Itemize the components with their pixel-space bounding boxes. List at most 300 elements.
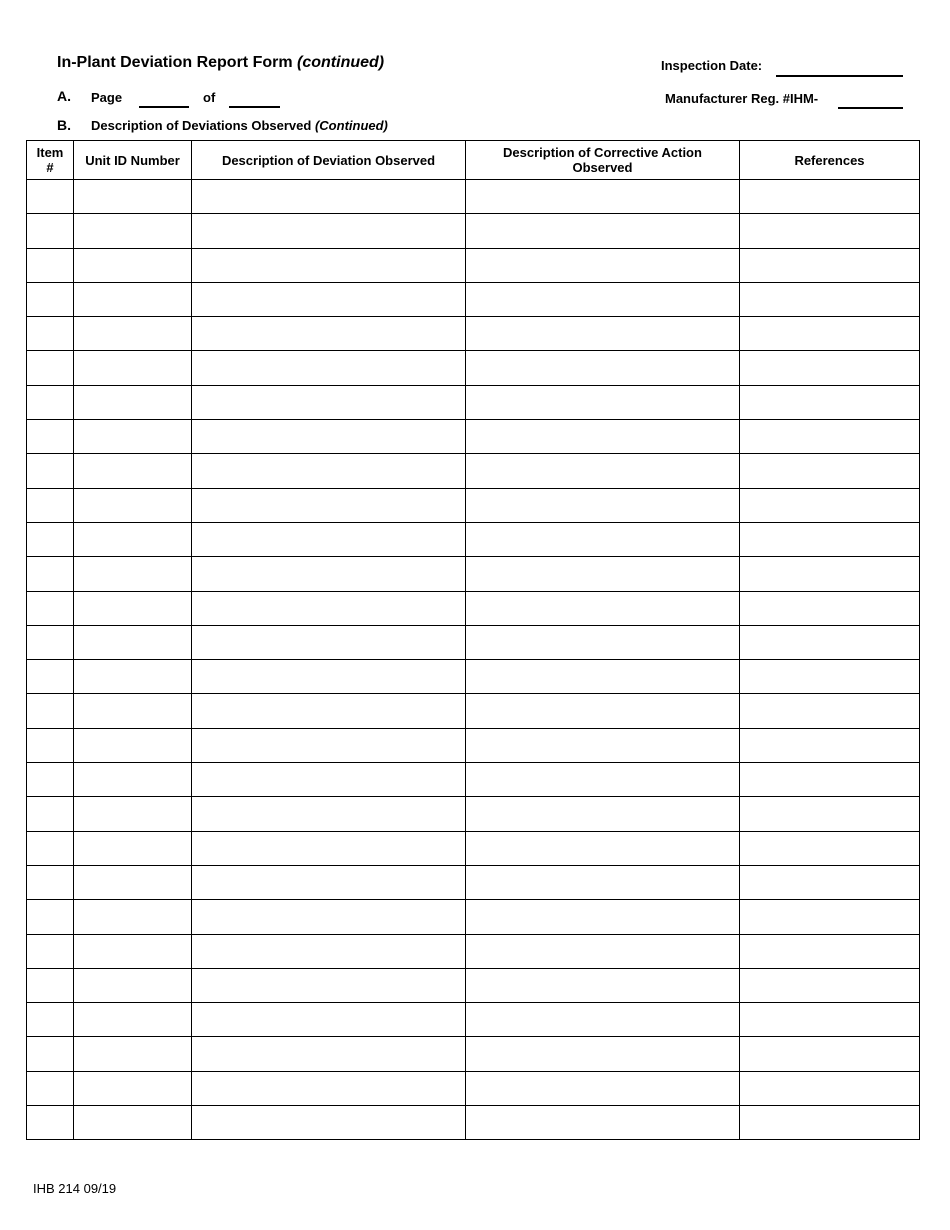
references-input[interactable] <box>740 351 919 384</box>
unit-id-input[interactable] <box>74 900 191 933</box>
references-input[interactable] <box>740 317 919 350</box>
column-header-references: References <box>740 141 920 180</box>
references-cell <box>740 625 920 659</box>
deviation-description-input[interactable] <box>192 592 465 625</box>
item-number-cell <box>27 214 74 248</box>
item-number-input[interactable] <box>27 420 73 453</box>
table-row <box>27 522 920 556</box>
table-row <box>27 282 920 316</box>
deviation-description-cell <box>192 351 466 385</box>
references-cell <box>740 488 920 522</box>
corrective-action-input[interactable] <box>466 866 739 899</box>
deviation-description-input[interactable] <box>192 317 465 350</box>
corrective-action-cell <box>466 385 740 419</box>
unit-id-input[interactable] <box>74 660 191 693</box>
corrective-action-cell <box>466 660 740 694</box>
unit-id-cell <box>74 968 192 1002</box>
corrective-action-input[interactable] <box>466 557 739 590</box>
unit-id-input[interactable] <box>74 694 191 727</box>
corrective-action-cell <box>466 557 740 591</box>
item-number-cell <box>27 728 74 762</box>
references-cell <box>740 831 920 865</box>
references-input[interactable] <box>740 592 919 625</box>
corrective-action-input[interactable] <box>466 420 739 453</box>
references-cell <box>740 763 920 797</box>
corrective-action-input[interactable] <box>466 386 739 419</box>
corrective-action-input[interactable] <box>466 694 739 727</box>
item-number-cell <box>27 865 74 899</box>
references-input[interactable] <box>740 489 919 522</box>
corrective-action-cell <box>466 728 740 762</box>
unit-id-input[interactable] <box>74 1037 191 1070</box>
references-input[interactable] <box>740 763 919 796</box>
corrective-action-input[interactable] <box>466 249 739 282</box>
deviation-description-cell <box>192 865 466 899</box>
references-cell <box>740 728 920 762</box>
deviation-description-cell <box>192 180 466 214</box>
deviation-description-cell <box>192 522 466 556</box>
item-number-cell <box>27 900 74 934</box>
deviation-description-cell <box>192 591 466 625</box>
deviation-description-input[interactable] <box>192 832 465 865</box>
references-input[interactable] <box>740 557 919 590</box>
item-number-input[interactable] <box>27 592 73 625</box>
unit-id-input[interactable] <box>74 283 191 316</box>
deviation-description-input[interactable] <box>192 557 465 590</box>
unit-id-cell <box>74 865 192 899</box>
references-input[interactable] <box>740 694 919 727</box>
item-number-input[interactable] <box>27 935 73 968</box>
corrective-action-input[interactable] <box>466 763 739 796</box>
item-number-cell <box>27 488 74 522</box>
unit-id-cell <box>74 934 192 968</box>
deviation-description-cell <box>192 488 466 522</box>
table-row <box>27 694 920 728</box>
unit-id-cell <box>74 317 192 351</box>
references-input[interactable] <box>740 832 919 865</box>
table-row <box>27 557 920 591</box>
deviation-description-cell <box>192 1106 466 1140</box>
unit-id-input[interactable] <box>74 420 191 453</box>
references-cell <box>740 694 920 728</box>
references-input[interactable] <box>740 420 919 453</box>
references-cell <box>740 591 920 625</box>
item-number-input[interactable] <box>27 969 73 1002</box>
references-cell <box>740 282 920 316</box>
table-row <box>27 454 920 488</box>
item-number-cell <box>27 282 74 316</box>
corrective-action-input[interactable] <box>466 832 739 865</box>
corrective-action-cell <box>466 797 740 831</box>
references-cell <box>740 1106 920 1140</box>
deviation-description-cell <box>192 420 466 454</box>
references-cell <box>740 797 920 831</box>
corrective-action-input[interactable] <box>466 592 739 625</box>
table-row <box>27 317 920 351</box>
corrective-action-input[interactable] <box>466 935 739 968</box>
deviation-description-input[interactable] <box>192 523 465 556</box>
references-cell <box>740 180 920 214</box>
table-row <box>27 900 920 934</box>
item-number-cell <box>27 180 74 214</box>
page-number-input[interactable] <box>139 90 189 108</box>
table-row <box>27 1037 920 1071</box>
deviation-description-input[interactable] <box>192 454 465 487</box>
section-b-title <box>91 118 388 133</box>
unit-id-input[interactable] <box>74 797 191 830</box>
references-cell <box>740 317 920 351</box>
references-cell <box>740 968 920 1002</box>
corrective-action-input[interactable] <box>466 660 739 693</box>
references-input[interactable] <box>740 180 919 213</box>
unit-id-input[interactable] <box>74 386 191 419</box>
corrective-action-cell <box>466 900 740 934</box>
deviation-description-input[interactable] <box>192 1106 465 1139</box>
item-number-input[interactable] <box>27 523 73 556</box>
table-row <box>27 385 920 419</box>
unit-id-input[interactable] <box>74 592 191 625</box>
item-number-input[interactable] <box>27 180 73 213</box>
references-input[interactable] <box>740 797 919 830</box>
item-number-input[interactable] <box>27 1003 73 1036</box>
references-input[interactable] <box>740 866 919 899</box>
table-row <box>27 968 920 1002</box>
deviation-description-cell <box>192 968 466 1002</box>
item-number-input[interactable] <box>27 214 73 247</box>
deviation-description-input[interactable] <box>192 660 465 693</box>
corrective-action-input[interactable] <box>466 351 739 384</box>
item-number-cell <box>27 317 74 351</box>
item-number-input[interactable] <box>27 1037 73 1070</box>
unit-id-input[interactable] <box>74 832 191 865</box>
corrective-action-input[interactable] <box>466 283 739 316</box>
table-row <box>27 214 920 248</box>
deviation-description-input[interactable] <box>192 694 465 727</box>
references-cell <box>740 557 920 591</box>
deviation-description-cell <box>192 454 466 488</box>
deviation-description-cell <box>192 797 466 831</box>
unit-id-cell <box>74 488 192 522</box>
deviation-description-cell <box>192 934 466 968</box>
unit-id-input[interactable] <box>74 866 191 899</box>
deviation-description-input[interactable] <box>192 1072 465 1105</box>
corrective-action-cell <box>466 968 740 1002</box>
item-number-input[interactable] <box>27 832 73 865</box>
item-number-input[interactable] <box>27 489 73 522</box>
references-input[interactable] <box>740 935 919 968</box>
references-cell <box>740 1003 920 1037</box>
corrective-action-cell <box>466 488 740 522</box>
item-number-cell <box>27 248 74 282</box>
deviation-description-input[interactable] <box>192 283 465 316</box>
unit-id-input[interactable] <box>74 180 191 213</box>
corrective-action-input[interactable] <box>466 1003 739 1036</box>
references-cell <box>740 1037 920 1071</box>
form-code: IHB 214 09/19 <box>33 1181 117 1196</box>
references-cell <box>740 385 920 419</box>
section-b-title-suffix: (Continued) <box>314 118 388 133</box>
item-number-input[interactable] <box>27 386 73 419</box>
unit-id-input[interactable] <box>74 454 191 487</box>
section-b-title-main: Description of Deviations Observed <box>91 118 312 133</box>
deviation-description-input[interactable] <box>192 1037 465 1070</box>
deviation-description-input[interactable] <box>192 969 465 1002</box>
unit-id-cell <box>74 694 192 728</box>
deviation-description-input[interactable] <box>192 489 465 522</box>
references-cell <box>740 934 920 968</box>
page-total-input[interactable] <box>229 90 280 108</box>
references-input[interactable] <box>740 283 919 316</box>
item-number-input[interactable] <box>27 900 73 933</box>
deviation-description-cell <box>192 214 466 248</box>
deviation-description-input[interactable] <box>192 351 465 384</box>
deviation-description-cell <box>192 248 466 282</box>
table-row <box>27 180 920 214</box>
item-number-cell <box>27 454 74 488</box>
corrective-action-cell <box>466 831 740 865</box>
deviation-description-cell <box>192 728 466 762</box>
unit-id-input[interactable] <box>74 351 191 384</box>
item-number-input[interactable] <box>27 626 73 659</box>
deviation-description-input[interactable] <box>192 626 465 659</box>
references-input[interactable] <box>740 249 919 282</box>
item-number-input[interactable] <box>27 283 73 316</box>
references-input[interactable] <box>740 1072 919 1105</box>
unit-id-cell <box>74 728 192 762</box>
unit-id-cell <box>74 180 192 214</box>
item-number-cell <box>27 1106 74 1140</box>
unit-id-input[interactable] <box>74 763 191 796</box>
references-cell <box>740 865 920 899</box>
deviation-description-input[interactable] <box>192 900 465 933</box>
unit-id-input[interactable] <box>74 523 191 556</box>
deviation-description-cell <box>192 831 466 865</box>
corrective-action-cell <box>466 591 740 625</box>
column-header-unit-id: Unit ID Number <box>74 141 192 180</box>
unit-id-cell <box>74 900 192 934</box>
corrective-action-input[interactable] <box>466 489 739 522</box>
column-header-item: Item # <box>27 141 74 180</box>
references-input[interactable] <box>740 214 919 247</box>
corrective-action-input[interactable] <box>466 1072 739 1105</box>
corrective-action-input[interactable] <box>466 523 739 556</box>
deviation-description-cell <box>192 1071 466 1105</box>
unit-id-cell <box>74 557 192 591</box>
item-number-cell <box>27 660 74 694</box>
corrective-action-cell <box>466 865 740 899</box>
deviation-description-input[interactable] <box>192 386 465 419</box>
item-number-input[interactable] <box>27 729 73 762</box>
unit-id-input[interactable] <box>74 214 191 247</box>
corrective-action-cell <box>466 1037 740 1071</box>
table-row <box>27 420 920 454</box>
references-cell <box>740 454 920 488</box>
manufacturer-reg-input[interactable] <box>838 91 903 109</box>
unit-id-cell <box>74 214 192 248</box>
table-row <box>27 763 920 797</box>
deviation-description-input[interactable] <box>192 1003 465 1036</box>
unit-id-cell <box>74 420 192 454</box>
references-cell <box>740 351 920 385</box>
corrective-action-cell <box>466 351 740 385</box>
item-number-cell <box>27 763 74 797</box>
deviation-description-cell <box>192 282 466 316</box>
table-row <box>27 1106 920 1140</box>
item-number-cell <box>27 1037 74 1071</box>
references-input[interactable] <box>740 660 919 693</box>
item-number-input[interactable] <box>27 660 73 693</box>
deviation-description-cell <box>192 900 466 934</box>
item-number-input[interactable] <box>27 797 73 830</box>
deviation-description-cell <box>192 385 466 419</box>
form-title-main: In-Plant Deviation Report Form <box>57 54 293 71</box>
item-number-input[interactable] <box>27 557 73 590</box>
unit-id-cell <box>74 797 192 831</box>
deviation-table <box>26 140 920 1140</box>
table-row <box>27 660 920 694</box>
table-row <box>27 625 920 659</box>
deviation-description-cell <box>192 557 466 591</box>
item-number-cell <box>27 1071 74 1105</box>
unit-id-cell <box>74 591 192 625</box>
corrective-action-cell <box>466 694 740 728</box>
corrective-action-cell <box>466 522 740 556</box>
corrective-action-cell <box>466 625 740 659</box>
manufacturer-reg-label: Manufacturer Reg. #IHM- <box>665 91 819 106</box>
unit-id-input[interactable] <box>74 1003 191 1036</box>
corrective-action-input[interactable] <box>466 317 739 350</box>
references-input[interactable] <box>740 1003 919 1036</box>
column-header-deviation: Description of Deviation Observed <box>192 141 466 180</box>
table-header-row <box>27 141 920 180</box>
table-row <box>27 248 920 282</box>
form-title <box>57 54 384 72</box>
corrective-action-cell <box>466 282 740 316</box>
deviation-description-input[interactable] <box>192 866 465 899</box>
corrective-action-input[interactable] <box>466 180 739 213</box>
deviation-description-input[interactable] <box>192 214 465 247</box>
unit-id-input[interactable] <box>74 729 191 762</box>
references-input[interactable] <box>740 626 919 659</box>
of-label: of <box>203 90 216 105</box>
item-number-input[interactable] <box>27 866 73 899</box>
references-input[interactable] <box>740 1037 919 1070</box>
unit-id-input[interactable] <box>74 935 191 968</box>
item-number-cell <box>27 968 74 1002</box>
item-number-input[interactable] <box>27 249 73 282</box>
item-number-input[interactable] <box>27 454 73 487</box>
deviation-description-input[interactable] <box>192 935 465 968</box>
item-number-input[interactable] <box>27 1106 73 1139</box>
corrective-action-input[interactable] <box>466 900 739 933</box>
deviation-description-input[interactable] <box>192 797 465 830</box>
corrective-action-cell <box>466 934 740 968</box>
unit-id-input[interactable] <box>74 489 191 522</box>
references-input[interactable] <box>740 969 919 1002</box>
item-number-cell <box>27 797 74 831</box>
deviation-description-input[interactable] <box>192 763 465 796</box>
unit-id-input[interactable] <box>74 969 191 1002</box>
corrective-action-cell <box>466 180 740 214</box>
unit-id-input[interactable] <box>74 557 191 590</box>
references-cell <box>740 900 920 934</box>
unit-id-cell <box>74 522 192 556</box>
column-header-corrective-action: Description of Corrective Action Observed <box>466 141 740 180</box>
table-row <box>27 865 920 899</box>
item-number-input[interactable] <box>27 317 73 350</box>
unit-id-cell <box>74 282 192 316</box>
references-input[interactable] <box>740 454 919 487</box>
item-number-cell <box>27 1003 74 1037</box>
deviation-description-input[interactable] <box>192 249 465 282</box>
corrective-action-input[interactable] <box>466 1106 739 1139</box>
table-body <box>27 180 920 1140</box>
form-title-suffix: (continued) <box>297 54 385 71</box>
references-input[interactable] <box>740 1106 919 1139</box>
table-row <box>27 351 920 385</box>
section-b-letter: B. <box>57 117 71 133</box>
unit-id-input[interactable] <box>74 1072 191 1105</box>
table-row <box>27 488 920 522</box>
inspection-date-input[interactable] <box>776 58 903 77</box>
corrective-action-cell <box>466 1071 740 1105</box>
table-row <box>27 591 920 625</box>
references-input[interactable] <box>740 386 919 419</box>
deviation-description-input[interactable] <box>192 180 465 213</box>
unit-id-cell <box>74 1003 192 1037</box>
item-number-cell <box>27 385 74 419</box>
corrective-action-cell <box>466 1003 740 1037</box>
unit-id-input[interactable] <box>74 317 191 350</box>
item-number-input[interactable] <box>27 351 73 384</box>
item-number-input[interactable] <box>27 763 73 796</box>
item-number-cell <box>27 694 74 728</box>
references-input[interactable] <box>740 900 919 933</box>
table-row <box>27 1003 920 1037</box>
unit-id-input[interactable] <box>74 626 191 659</box>
corrective-action-input[interactable] <box>466 729 739 762</box>
deviation-description-input[interactable] <box>192 729 465 762</box>
item-number-input[interactable] <box>27 1072 73 1105</box>
item-number-input[interactable] <box>27 694 73 727</box>
section-a-letter: A. <box>57 88 71 104</box>
deviation-description-cell <box>192 1003 466 1037</box>
corrective-action-input[interactable] <box>466 1037 739 1070</box>
references-input[interactable] <box>740 523 919 556</box>
references-cell <box>740 522 920 556</box>
corrective-action-input[interactable] <box>466 797 739 830</box>
unit-id-cell <box>74 454 192 488</box>
unit-id-cell <box>74 1106 192 1140</box>
corrective-action-cell <box>466 1106 740 1140</box>
page-label: Page <box>91 90 123 105</box>
item-number-cell <box>27 831 74 865</box>
unit-id-input[interactable] <box>74 249 191 282</box>
unit-id-cell <box>74 831 192 865</box>
unit-id-cell <box>74 1071 192 1105</box>
unit-id-input[interactable] <box>74 1106 191 1139</box>
deviation-description-cell <box>192 625 466 659</box>
corrective-action-input[interactable] <box>466 454 739 487</box>
corrective-action-input[interactable] <box>466 214 739 247</box>
corrective-action-input[interactable] <box>466 969 739 1002</box>
corrective-action-input[interactable] <box>466 626 739 659</box>
deviation-description-input[interactable] <box>192 420 465 453</box>
table-row <box>27 728 920 762</box>
references-input[interactable] <box>740 729 919 762</box>
table-row <box>27 934 920 968</box>
table-row <box>27 1071 920 1105</box>
